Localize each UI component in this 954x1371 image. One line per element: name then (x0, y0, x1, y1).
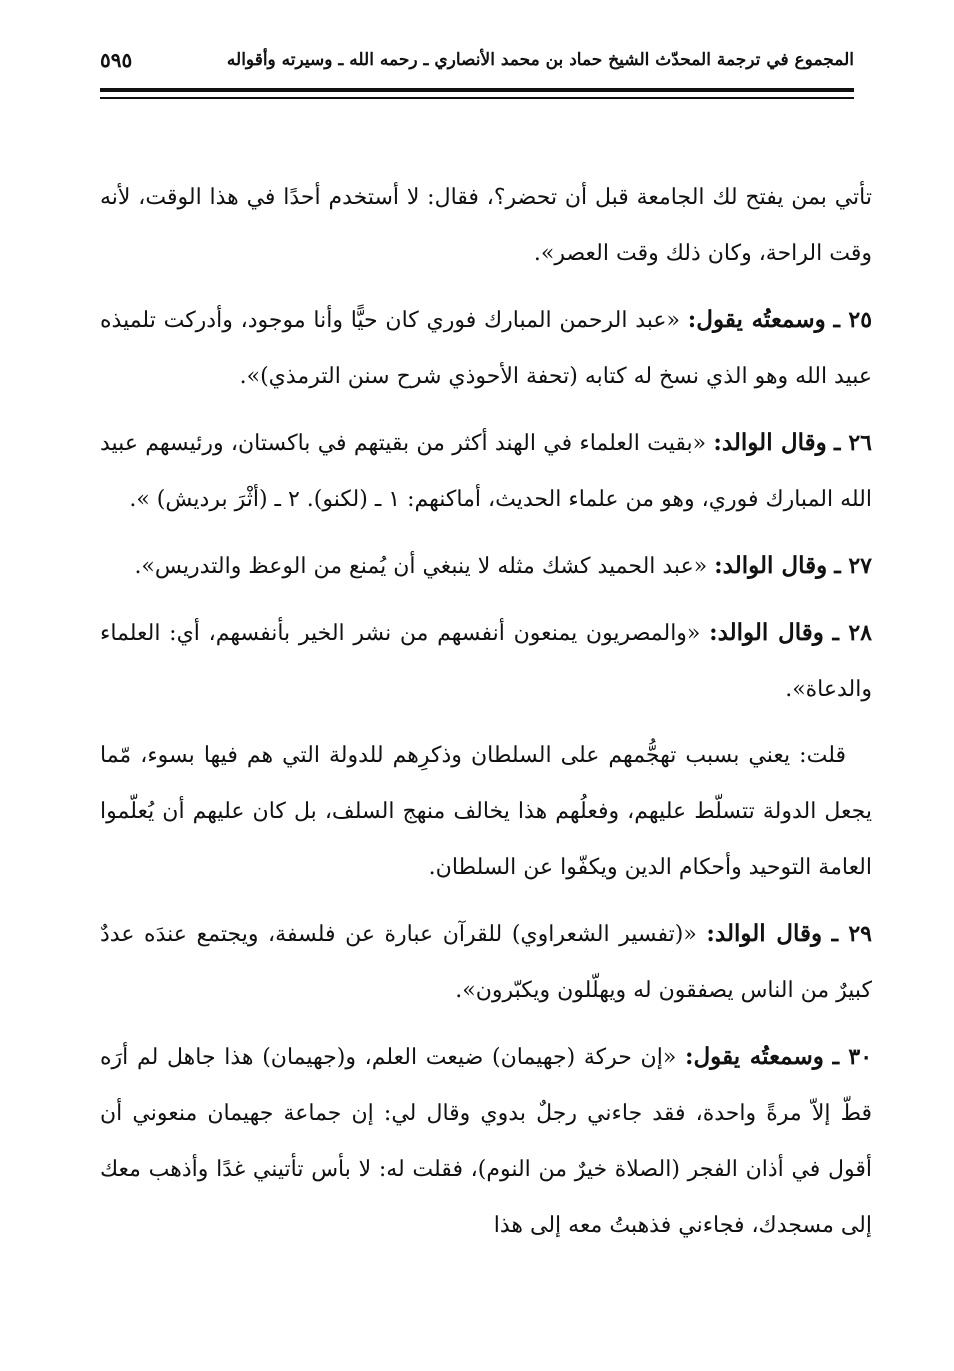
item-number: ٢٩ ـ (831, 921, 872, 947)
paragraph (100, 605, 872, 718)
paragraph (100, 1029, 872, 1254)
item-number: ٢٧ ـ (834, 553, 872, 579)
paragraph-text: «إن حركة (جهيمان) ضيعت العلم، و(جهيمان) هذا جاهل لم أرَه قطّ إلاّ مرةً واحدة، فقد جاءني رجلٌ بدوي وقال لي: إن جماعة جهيمان منعوني أن أقول في أذان الفجر (الصلاة خيرٌ من النوم)، فقلت له: لا بأس تأتيني غدًا وأذهب معك إلى مسجدك، فجاءني فذهبتُ معه إلى هذا (100, 1045, 872, 1238)
item-lead: وقال الوالد: (713, 429, 827, 456)
item-number: ٣٠ ـ (832, 1044, 873, 1070)
header-rule-thick (100, 88, 854, 92)
paragraph-text: «(تفسير الشعراوي) للقرآن عبارة عن فلسفة، ويجتمع عندَه عددٌ كبيرٌ من الناس يصفقون له ويهلّلون ويكبّرون». (100, 922, 872, 1003)
paragraph (100, 415, 872, 528)
header-title: المجموع في ترجمة المحدّث الشيخ حماد بن محمد الأنصاري ـ رحمه الله ـ وسيرته وأقواله (226, 50, 854, 70)
running-header (100, 44, 854, 76)
paragraph-text: «عبد الرحمن المبارك فوري كان حيًّا وأنا موجود، وأدركت تلميذه عبيد الله وهو الذي نسخ له كتابه (تحفة الأحوذي شرح سنن الترمذي)». (100, 308, 872, 389)
item-number: ٢٨ ـ (832, 620, 872, 646)
paragraph-commentary (100, 728, 872, 896)
body-text (100, 170, 872, 1264)
paragraph-text: «عبد الحميد كشك مثله لا ينبغي أن يُمنع من الوعظ والتدريس». (134, 554, 708, 579)
paragraph (100, 170, 872, 282)
item-lead: وقال الوالد: (706, 920, 823, 947)
paragraph-text: «بقيت العلماء في الهند أكثر من بقيتهم في باكستان، ورئيسهم عبيد الله المبارك فوري، وهو من علماء الحديث، أماكنهم: ١ ـ (لكنو). ٢ ـ (أثْرَ برديش) ». (100, 431, 872, 512)
paragraph-text: قلت: يعني بسبب تهجُّمهم على السلطان وذكرِهم للدولة التي هم فيها بسوء، مّما يجعل الدولة تتسلّط عليهم، وفعلُهم هذا يخالف منهج السلف، بل كان عليهم أن يُعلّموا العامة التوحيد وأحكام الدين ويكفّوا عن السلطان. (100, 743, 872, 880)
page-number: ٥٩٥ (100, 48, 133, 72)
paragraph (100, 538, 872, 595)
item-number: ٢٥ ـ (833, 307, 873, 333)
paragraph-text: «والمصريون يمنعون أنفسهم من نشر الخير بأنفسهم، أي: العلماء والدعاة». (100, 621, 872, 702)
paragraph (100, 906, 872, 1019)
item-lead: وسمعتُه يقول: (687, 306, 826, 333)
item-number: ٢٦ ـ (833, 430, 872, 456)
item-lead: وقال الوالد: (714, 552, 828, 579)
paragraph (100, 292, 872, 405)
header-rule-thin (100, 97, 854, 99)
item-lead: وسمعتُه يقول: (684, 1043, 824, 1070)
paragraph-text: تأتي بمن يفتح لك الجامعة قبل أن تحضر؟، فقال: لا أستخدم أحدًا في هذا الوقت، لأنه وقت الراحة، وكان ذلك وقت العصر». (100, 185, 872, 266)
item-lead: وقال الوالد: (709, 619, 824, 646)
